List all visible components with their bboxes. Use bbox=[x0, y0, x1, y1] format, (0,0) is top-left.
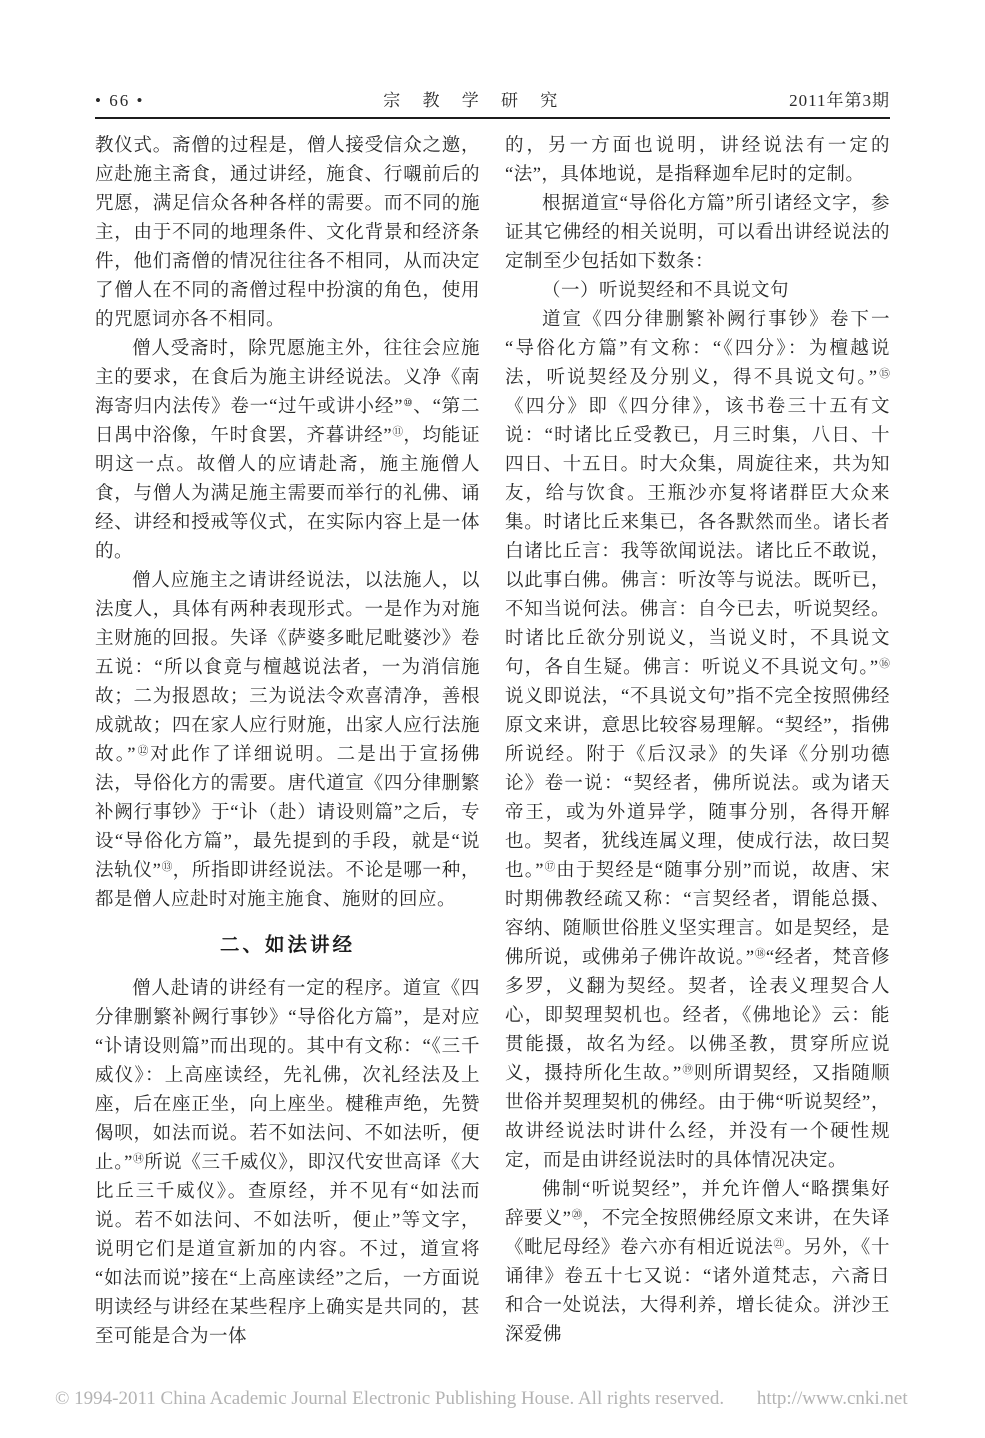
footnote-marker: ⑮ bbox=[877, 368, 890, 381]
section-heading: 二、如法讲经 bbox=[219, 934, 355, 956]
header-rule bbox=[95, 117, 890, 119]
footnote-marker: ⑱ bbox=[754, 948, 766, 961]
footnote-marker: ⑭ bbox=[132, 1153, 144, 1166]
footnote-marker: ㉑ bbox=[773, 1238, 785, 1251]
footnote-marker: ⑫ bbox=[135, 745, 151, 758]
footnote-marker: ⑰ bbox=[543, 861, 557, 874]
paragraph: 教仪式。斋僧的过程是，僧人接受信众之邀，应赴施主斋食，通过讲经，施食、行嚫前后的咒愿，满足信众各种各样的需要。而不同的施主，由于不同的地理条件、文化背景和经济条件，他们斋僧的情况往往各不相同，从而决定了僧人在不同的斋僧过程中扮演的角色，使用的咒愿词亦各不相同。 bbox=[95, 136, 480, 330]
cnki-url: http://www.cnki.net bbox=[756, 1388, 908, 1409]
article-body bbox=[95, 132, 890, 1380]
paragraph: 的，另一方面也说明，讲经说法有一定的“法”，具体地说，是指释迦牟尼时的定制。 bbox=[505, 136, 890, 185]
footnote-marker: ⑪ bbox=[392, 426, 404, 439]
footnote-marker: ⑯ bbox=[878, 658, 890, 671]
paragraph: 根据道宣“导俗化方篇”所引诸经文字，参证其它佛经的相关说明，可以看出讲经说法的定制至少包括如下数条： bbox=[505, 194, 890, 272]
right-column bbox=[505, 132, 890, 1380]
paragraph: 僧人应施主之请讲经说法，以法施人，以法度人，具体有两种表现形式。一是作为对施主财施的回报。失译《萨婆多毗尼毗婆沙》卷五说：“所以食竟与檀越说法者，一为消信施故；二为报恩故；三为说法令欢喜清净，善根成就故；四在家人应行财施，出家人应行法施故。”⑫对此作了详细说明。二是出于宣扬佛法，导俗化方的需要。唐代道宣《四分律删繁补阙行事钞》于“讣（赴）请设则篇”之后，专设“导俗化方篇”，最先提到的手段，就是“说法轨仪”⑬，所指即讲经说法。不论是哪一种，都是僧人应赴时对施主施食、施财的回应。 bbox=[95, 571, 480, 910]
paragraph: 僧人受斋时，除咒愿施主外，往往会应施主的要求，在食后为施主讲经说法。义净《南海寄归内法传》卷一“过午或讲小经”⑩、“第二日禺中浴像，午时食罢，齐暮讲经”⑪，均能证明这一点。故僧人的应请赴斋，施主施僧人食，与僧人为满足施主需要而举行的礼佛、诵经、讲经和授戒等仪式，在实际内容上是一体的。 bbox=[95, 339, 480, 562]
copyright-text: © 1994-2011 China Academic Journal Electronic Publishing House. All rights reserved. bbox=[55, 1388, 725, 1409]
paragraph: 道宣《四分律删繁补阙行事钞》卷下一“导俗化方篇”有文称：“《四分》：为檀越说法，听说契经及分别义，得不具说文句。”⑮《四分》即《四分律》，该书卷三十五有文说：“时诸比丘受教已，月三时集，八日、十四日、十五日。时大众集，周旋往来，共为知友，给与饮食。王瓶沙亦复将诸群臣大众来集。时诸比丘来集已，各各默然而坐。诸长者白诸比丘言：我等欲闻说法。诸比丘不敢说，以此事白佛。佛言：听汝等与说法。既听已，不知当说何法。佛言：自今已去，听说契经。时诸比丘欲分别说义，当说义时，不具说文句，各自生疑。佛言：听说义不具说文句。”⑯说义即说法，“不具说文句”指不完全按照佛经原文来讲，意思比较容易理解。“契经”，指佛所说经。附于《后汉录》的失译《分别功德论》卷一说：“契经者，佛所说法。或为诸天帝王，或为外道异学，随事分别，各得开解也。契者，犹线连属义理，使成行法，故曰契也。”⑰由于契经是“随事分别”而说，故唐、宋时期佛教经疏又称：“言契经者，谓能总摄、容纳、随顺世俗胜义坚实理言。如是契经，是佛所说，或佛弟子佛许故说。”⑱“经者，梵音修多罗，义翻为契经。契者，诠表义理契合人心，即契理契机也。经者，《佛地论》云：能贯能摄，故名为经。以佛圣教，贯穿所应说义，摄持所化生故。”⑲则所谓契经，又指随顺世俗并契理契机的佛经。由于佛“听说契经”，故讲经说法时讲什么经，并没有一个硬性规定，而是由讲经说法时的具体情况决定。 bbox=[505, 310, 890, 1171]
footnote-marker: ⑩ bbox=[402, 397, 414, 410]
paragraph: （一）听说契经和不具说文句 bbox=[542, 281, 790, 301]
paragraph: 佛制“听说契经”，并允许僧人“略撰集好辞要义”⑳，不完全按照佛经原文来讲，在失译《毗尼母经》卷六亦有相近说法$^㉑$。另外，《十诵律》卷五十七又说：“诸外道梵志，六斋日和合一处说法，大得利养，增长徒众。洴沙王深爱佛 bbox=[505, 1180, 890, 1345]
left-column bbox=[95, 132, 480, 1380]
footnote-marker: ⑬ bbox=[161, 861, 173, 874]
page-header bbox=[95, 86, 890, 111]
page-number: • 66 • bbox=[95, 91, 145, 110]
journal-title: 宗 教 学 研 究 bbox=[383, 91, 567, 110]
footnote-marker: ⑲ bbox=[681, 1064, 694, 1077]
paragraph: 僧人赴请的讲经有一定的程序。道宣《四分律删繁补阙行事钞》“导俗化方篇”，是对应“讣请设则篇”而出现的。其中有文称：“《三千威仪》：上高座读经，先礼佛，次礼经法及上座，后在座正坐，向上座坐。楗稚声绝，先赞偈呗，如法而说。若不如法问、不如法听，便止。”⑭所说《三千威仪》，即汉代安世高译《大比丘三千威仪》。查原经，并不见有“如法而说。若不如法问、不如法听，便止”等文字，说明它们是道宣新加的内容。不过，道宣将“如法而说”接在“上高座读经”之后，一方面说明读经与讲经在某些程序上确实是共同的，甚至可能是合为一体 bbox=[95, 979, 480, 1347]
footnote-marker: ⑳ bbox=[571, 1209, 583, 1222]
page-footer bbox=[55, 1388, 945, 1410]
issue-info: 2011年第3期 bbox=[789, 91, 890, 110]
